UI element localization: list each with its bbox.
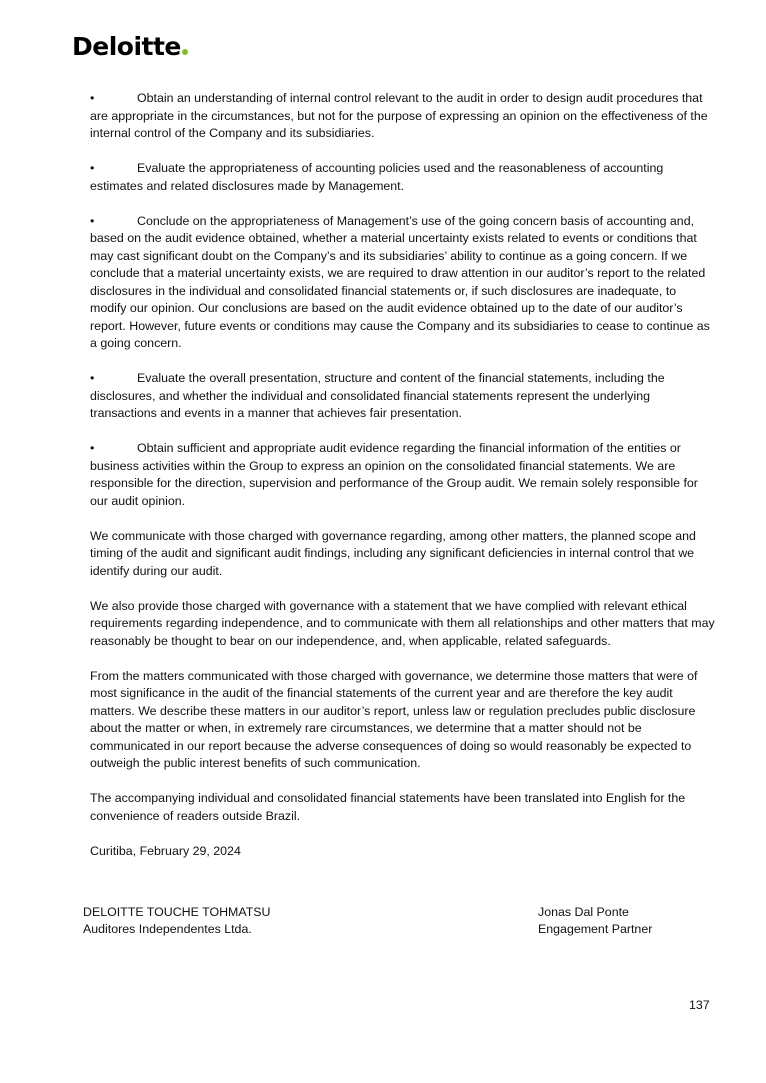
bullet-icon: • [90,213,95,228]
body-paragraph: We communicate with those charged with governance regarding, among other matters, the planned scope and timing of the audit and significant audit findings, including any significant deficiencies in internal control that we identify during our audit. [90,528,696,578]
bullet-text: Evaluate the appropriateness of accounting policies used and the reasonableness of accounting estimates and related disclosures made by Management. [90,161,664,193]
body-paragraph: We also provide those charged with governance with a statement that we have complied with relevant ethical requirements regarding independence, and to communicate with them all relationships and other matters that may reasonably be thought to bear on our independence, and, when applicable, related safeguards. [90,598,715,648]
bullet-paragraph [90,370,716,423]
logo-text: Deloitte [72,32,181,61]
partner-name: Jonas Dal Ponte [538,905,629,919]
bullet-paragraph [90,160,716,195]
bullet-icon: • [90,91,95,105]
partner-signature [538,904,652,938]
firm-name: DELOITTE TOUCHE TOHMATSU [83,905,271,919]
logo-dot-icon [182,49,188,55]
bullet-icon: • [90,161,95,175]
partner-title: Engagement Partner [538,922,653,936]
firm-subtitle: Auditores Independentes Ltda. [83,922,252,936]
bullet-text: Conclude on the appropriateness of Management’s use of the going concern basis of accounting and, based on the audit evidence obtained, whether a material uncertainty exists related to events or conditions that may cast significant doubt on the Company’s and its subsidiaries’ ability to continue as a going concern. If we conclude that a material uncertainty exists, we are required to draw attention in our auditor’s report to the related disclosures in the individual and consolidated financial statements or, if such disclosures are inadequate, to modify our opinion. Our conclusions are based on the audit evidence obtained up to the date of our auditor’s report. However, future events or conditions may cause the Company and its subsidiaries to cease to continue as a going concern. [90,213,710,350]
bullet-text: Evaluate the overall presentation, structure and content of the financial statements, including the disclosures, and whether the individual and consolidated financial statements represent the underlying transactions and events in a manner that achieves fair presentation. [90,371,665,420]
document-body [90,90,716,878]
body-paragraph: From the matters communicated with those charged with governance, we determine those matters that were of most significance in the audit of the financial statements of the current year and are therefore the key audit matters. We describe these matters in our auditor’s report, unless law or regulation precludes public disclosure about the matter or when, in extremely rare circumstances, we determine that a matter should not be communicated in our report because the adverse consequences of doing so would reasonably be expected to outweigh the public interest benefits of such communication. [90,668,698,770]
page-number: 137 [689,998,710,1012]
bullet-paragraph [90,90,716,143]
bullet-paragraph [90,213,716,353]
bullet-icon: • [90,371,95,385]
bullet-text: Obtain an understanding of internal control relevant to the audit in order to design audit procedures that are appropriate in the circumstances, but not for the purpose of expressing an opinion on the effectiveness of the internal control of the Company and its subsidiaries. [90,91,708,140]
bullet-icon: • [90,441,95,455]
place-date: Curitiba, February 29, 2024 [90,843,241,858]
body-paragraph: The accompanying individual and consolidated financial statements have been translated into English for the convenience of readers outside Brazil. [90,791,686,823]
deloitte-logo [72,32,188,62]
firm-signature [83,904,271,938]
bullet-paragraph [90,440,716,510]
bullet-text: Obtain sufficient and appropriate audit evidence regarding the financial information of the entities or business activities within the Group to express an opinion on the consolidated financial statements. We are responsible for the direction, supervision and performance of the Group audit. We remain solely responsible for our audit opinion. [90,441,698,508]
